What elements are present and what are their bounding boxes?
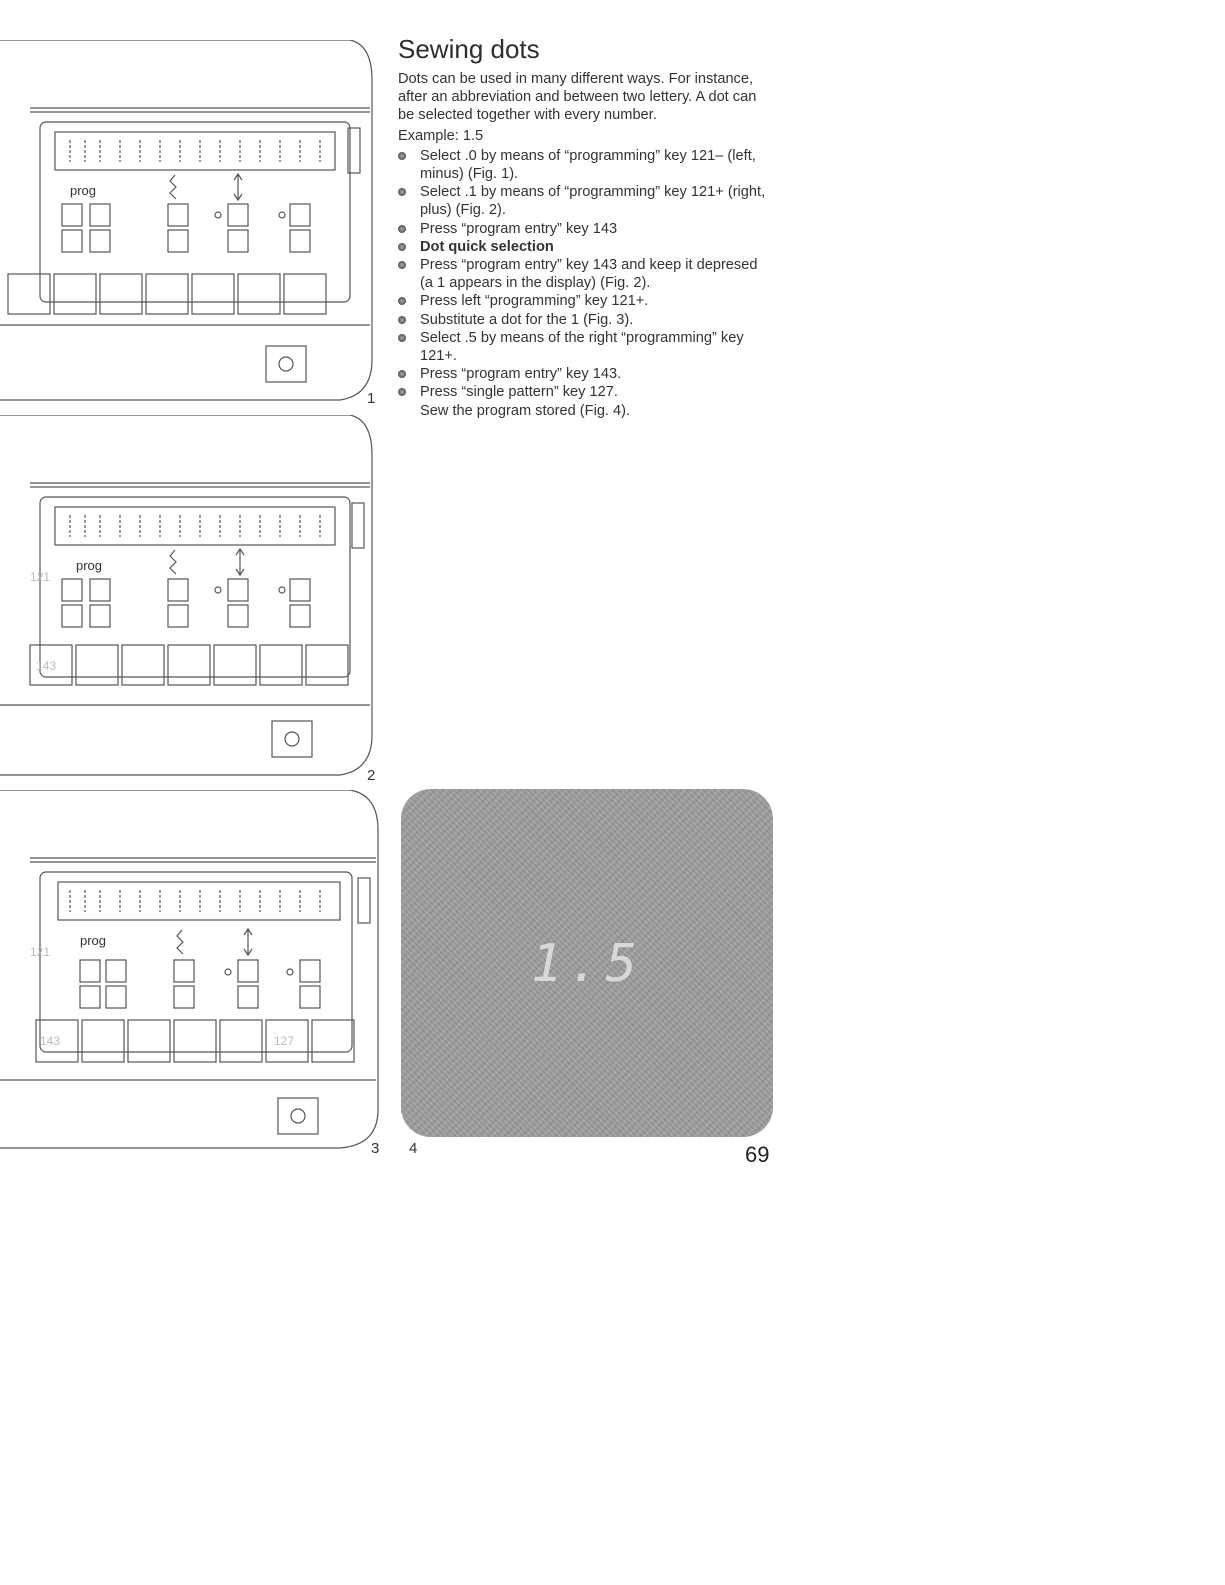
step-text: Select .5 by means of the right “programming” key 121+. bbox=[420, 329, 744, 365]
figure-2-panel bbox=[0, 415, 385, 785]
key-number-label: 143 bbox=[36, 659, 57, 673]
step-text: Dot quick selection bbox=[420, 238, 554, 255]
bullet-icon bbox=[398, 243, 406, 251]
prog-label: prog bbox=[76, 558, 103, 573]
side-number-label: 121 bbox=[30, 945, 51, 959]
section-title: Sewing dots bbox=[398, 34, 540, 64]
bullet-icon bbox=[398, 297, 406, 305]
bullet-icon bbox=[398, 316, 406, 324]
bullet-icon bbox=[398, 388, 406, 396]
figure-number: 2 bbox=[367, 767, 376, 784]
key-number-label: 127 bbox=[274, 1034, 295, 1048]
prog-label: prog bbox=[80, 933, 107, 948]
bullet-icon bbox=[398, 152, 406, 160]
example-line: Example: 1.5 bbox=[398, 127, 484, 144]
step-item bbox=[398, 147, 773, 183]
step-item bbox=[398, 183, 773, 219]
prog-label: prog bbox=[70, 183, 97, 198]
step-text: Press “program entry” key 143 bbox=[420, 220, 618, 237]
step-item bbox=[398, 256, 773, 292]
figure-number: 1 bbox=[367, 390, 376, 407]
step-list bbox=[398, 147, 773, 402]
step-text: Press “program entry” key 143. bbox=[420, 366, 622, 383]
step-item bbox=[398, 220, 773, 238]
figure-number: 4 bbox=[409, 1140, 418, 1157]
step-item bbox=[398, 365, 773, 383]
bullet-icon bbox=[398, 188, 406, 196]
bullet-icon bbox=[398, 261, 406, 269]
step-text: Press “program entry” key 143 and keep it depresed (a 1 appears in the display) (Fig. 2). bbox=[420, 257, 758, 292]
step-text: Select .0 by means of “programming” key 121– (left, minus) (Fig. 1). bbox=[420, 147, 756, 183]
instructions bbox=[398, 70, 773, 422]
display-photo bbox=[401, 789, 773, 1137]
page-number: 69 bbox=[745, 1142, 770, 1167]
closing-line: Sew the program stored (Fig. 4). bbox=[420, 402, 631, 419]
display-reading: 1.5 bbox=[531, 934, 643, 994]
control-panel-illustration bbox=[0, 790, 385, 1160]
step-item bbox=[398, 329, 773, 365]
step-text: Press left “programming” key 121+. bbox=[420, 293, 649, 310]
step-item bbox=[398, 311, 773, 329]
step-text: Select .1 by means of “programming” key 121+ (right, plus) (Fig. 2). bbox=[420, 184, 766, 219]
figure-3-panel bbox=[0, 790, 385, 1160]
bullet-icon bbox=[398, 334, 406, 342]
bullet-icon bbox=[398, 225, 406, 233]
step-item bbox=[398, 292, 773, 310]
figure-1-panel bbox=[0, 40, 385, 410]
control-panel-illustration bbox=[0, 415, 385, 785]
step-text: Substitute a dot for the 1 (Fig. 3). bbox=[420, 311, 634, 328]
figure-number: 3 bbox=[371, 1140, 380, 1157]
step-text: Press “single pattern” key 127. bbox=[420, 384, 618, 401]
control-panel-illustration bbox=[0, 40, 385, 410]
intro-paragraph: Dots can be used in many different ways. For instance, after an abbreviation and between two lettery. A dot can be selected together with every number. bbox=[398, 71, 757, 124]
step-item bbox=[398, 383, 773, 401]
key-number-label: 143 bbox=[40, 1034, 61, 1048]
bullet-icon bbox=[398, 370, 406, 378]
step-item bbox=[398, 238, 773, 256]
side-number-label: 121 bbox=[30, 570, 51, 584]
